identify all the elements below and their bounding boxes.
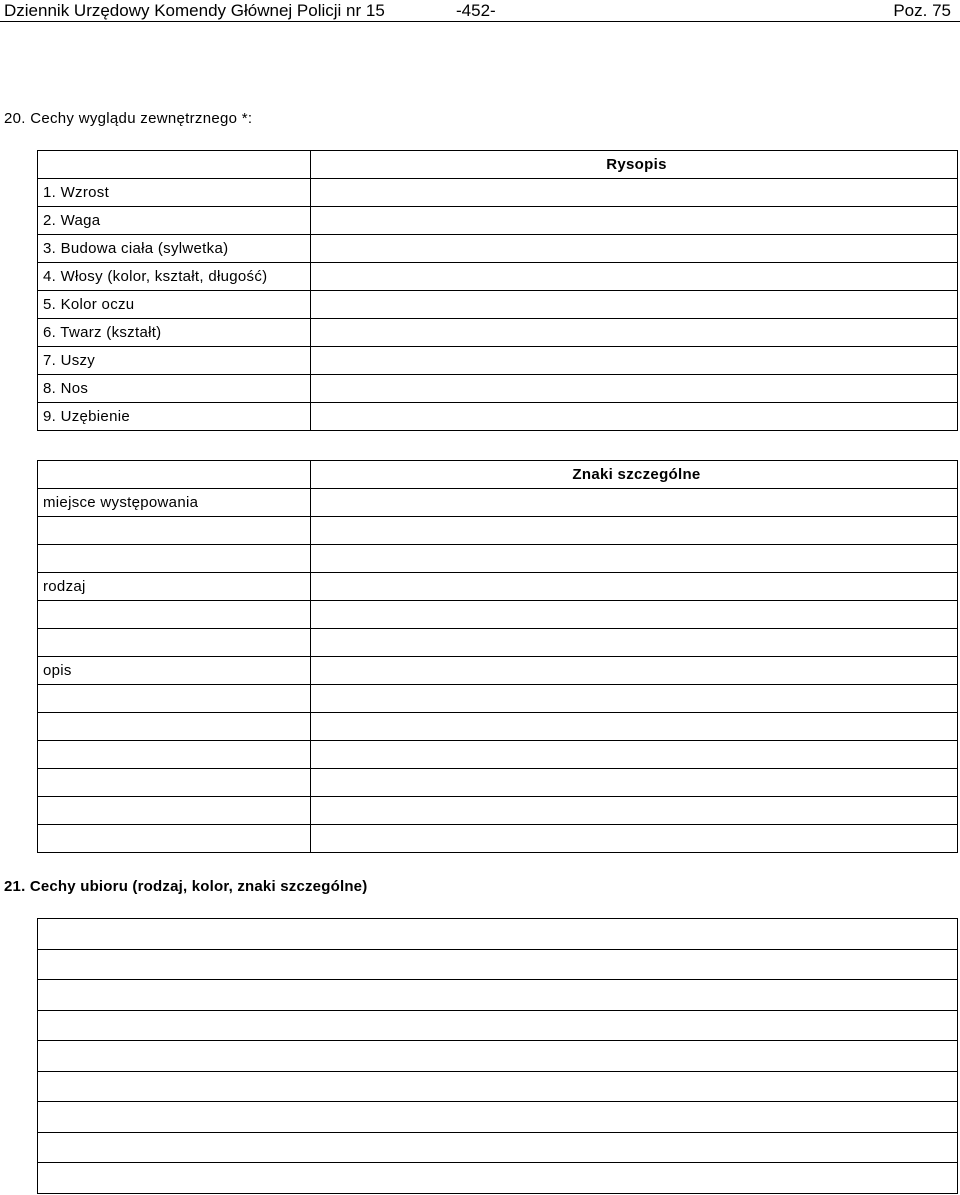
znaki-label-spacer-2 xyxy=(38,545,311,573)
rysopis-label-nos: 8. Nos xyxy=(38,375,311,403)
znaki-field-miejsce-1[interactable] xyxy=(311,489,958,517)
ubior-line-6[interactable] xyxy=(38,1072,958,1102)
znaki-field-rodzaj-2[interactable] xyxy=(311,601,958,629)
ubior-line-9[interactable] xyxy=(38,1163,958,1194)
ubior-table xyxy=(37,918,958,1194)
znaki-label-spacer-4 xyxy=(38,629,311,657)
journal-title: Dziennik Urzędowy Komendy Głównej Policji nr 15 xyxy=(4,1,385,20)
ubior-line-8[interactable] xyxy=(38,1133,958,1163)
znaki-label-spacer-6 xyxy=(38,713,311,741)
ubior-line-3[interactable] xyxy=(38,980,958,1011)
rysopis-label-oczy: 5. Kolor oczu xyxy=(38,291,311,319)
znaki-label-rodzaj: rodzaj xyxy=(38,573,311,601)
rysopis-label-wzrost: 1. Wzrost xyxy=(38,179,311,207)
rysopis-field-waga[interactable] xyxy=(311,207,958,235)
rysopis-field-wlosy[interactable] xyxy=(311,263,958,291)
znaki-label-spacer-10 xyxy=(38,825,311,853)
znaki-label-miejsce: miejsce występowania xyxy=(38,489,311,517)
znaki-field-miejsce-3[interactable] xyxy=(311,545,958,573)
ubior-line-7[interactable] xyxy=(38,1102,958,1133)
znaki-heading: Znaki szczególne xyxy=(311,461,958,489)
znaki-field-rodzaj-3[interactable] xyxy=(311,629,958,657)
section-20-title: 20. Cechy wyglądu zewnętrznego *: xyxy=(4,110,253,127)
znaki-table xyxy=(37,460,958,853)
znaki-field-opis-5[interactable] xyxy=(311,769,958,797)
ubior-line-4[interactable] xyxy=(38,1011,958,1041)
znaki-field-opis-7[interactable] xyxy=(311,825,958,853)
rysopis-field-uszy[interactable] xyxy=(311,347,958,375)
rysopis-label-uszy: 7. Uszy xyxy=(38,347,311,375)
znaki-label-spacer-8 xyxy=(38,769,311,797)
znaki-field-miejsce-2[interactable] xyxy=(311,517,958,545)
znaki-field-opis-6[interactable] xyxy=(311,797,958,825)
znaki-field-opis-3[interactable] xyxy=(311,713,958,741)
position-number: Poz. 75 xyxy=(893,1,951,20)
znaki-label-opis: opis xyxy=(38,657,311,685)
rysopis-heading: Rysopis xyxy=(311,151,958,179)
znaki-corner xyxy=(38,461,311,489)
znaki-label-spacer-1 xyxy=(38,517,311,545)
znaki-field-opis-4[interactable] xyxy=(311,741,958,769)
rysopis-field-oczy[interactable] xyxy=(311,291,958,319)
znaki-label-spacer-5 xyxy=(38,685,311,713)
znaki-label-spacer-9 xyxy=(38,797,311,825)
znaki-label-spacer-7 xyxy=(38,741,311,769)
page-number: -452- xyxy=(456,1,496,20)
section-21-title: 21. Cechy ubioru (rodzaj, kolor, znaki szczególne) xyxy=(4,878,368,895)
rysopis-table xyxy=(37,150,958,431)
rysopis-field-nos[interactable] xyxy=(311,375,958,403)
ubior-line-5[interactable] xyxy=(38,1041,958,1072)
rysopis-label-wlosy: 4. Włosy (kolor, kształt, długość) xyxy=(38,263,311,291)
znaki-field-rodzaj-1[interactable] xyxy=(311,573,958,601)
ubior-line-1[interactable] xyxy=(38,919,958,950)
rysopis-label-waga: 2. Waga xyxy=(38,207,311,235)
rysopis-field-wzrost[interactable] xyxy=(311,179,958,207)
page-header xyxy=(0,0,960,22)
rysopis-label-budowa: 3. Budowa ciała (sylwetka) xyxy=(38,235,311,263)
znaki-field-opis-1[interactable] xyxy=(311,657,958,685)
rysopis-field-uzebienie[interactable] xyxy=(311,403,958,431)
znaki-label-spacer-3 xyxy=(38,601,311,629)
rysopis-field-budowa[interactable] xyxy=(311,235,958,263)
rysopis-label-twarz: 6. Twarz (kształt) xyxy=(38,319,311,347)
rysopis-corner xyxy=(38,151,311,179)
rysopis-field-twarz[interactable] xyxy=(311,319,958,347)
rysopis-label-uzebienie: 9. Uzębienie xyxy=(38,403,311,431)
znaki-field-opis-2[interactable] xyxy=(311,685,958,713)
ubior-line-2[interactable] xyxy=(38,950,958,980)
